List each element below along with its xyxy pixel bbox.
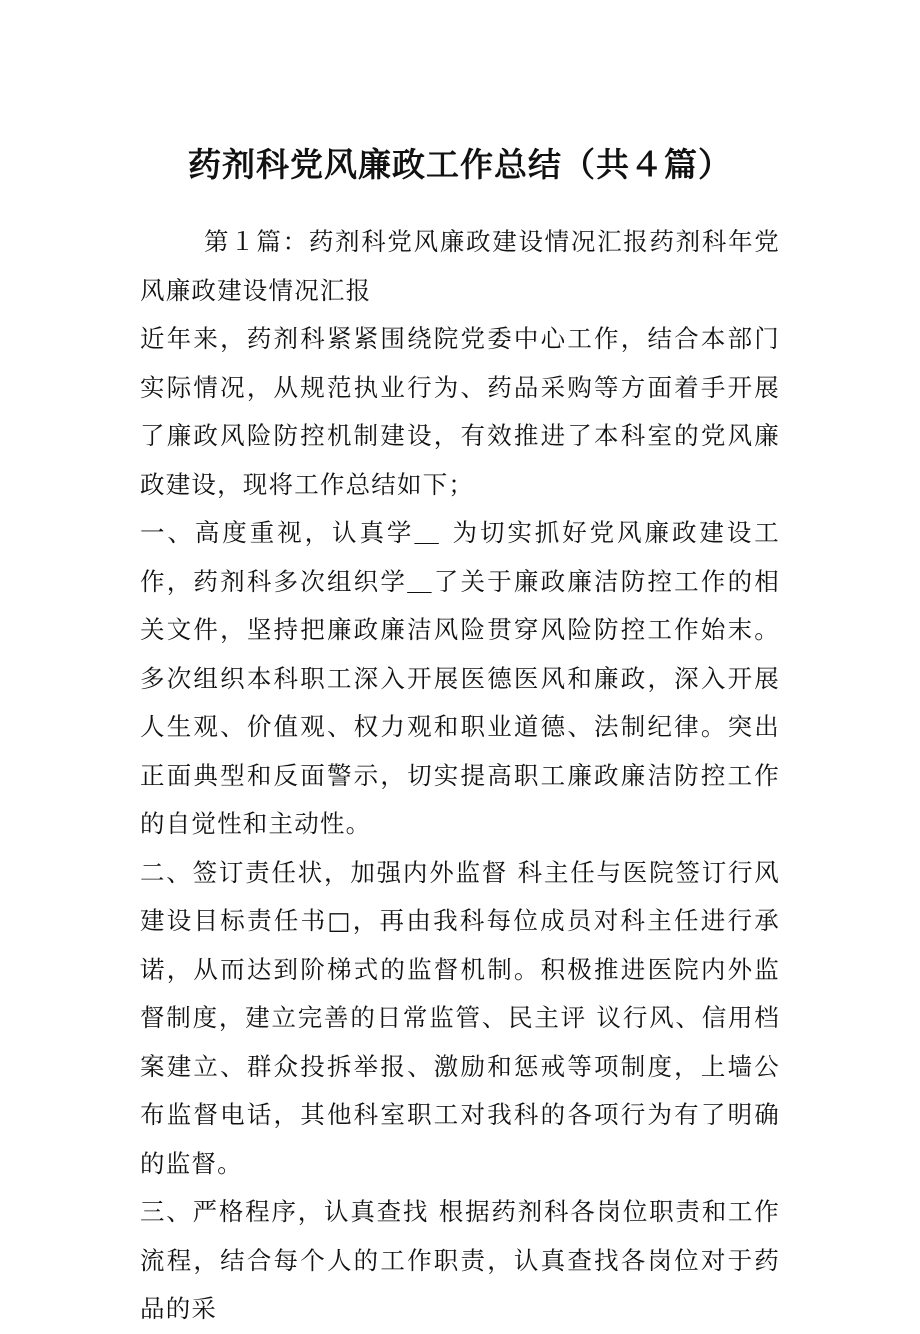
paragraph-heading: 第１篇：药剂科党风廉政建设情况汇报药剂科年党风廉政建设情况汇报 <box>140 227 780 305</box>
paragraph-section-2: 二、签订责任状，加强内外监督 科主任与医院签订行风建设目标责任书□，再由我科每位成员对科主任进行承诺，从而达到阶梯式的监督机制。积极推进医院内外监督制度，建立完善的日常监管、民主评 议行风、信用档案建立、群众投拆举报、激励和惩戒等项制度，上墙公布监督电话，其他科室职工对我科的各项行为有了明确的监督。 <box>140 857 780 1178</box>
paragraph-section-1: 一、高度重视，认真学＿ 为切实抓好党风廉政建设工作，药剂科多次组织学＿了关于廉政廉洁防控工作的相关文件，坚持把廉政廉洁风险贯穿风险防控工作始末。多次组织本科职工深入开展医德医风和廉政，深入开展人生观、价值观、权力观和职业道德、法制纪律。突出正面典型和反面警示，切实提高职工廉政廉洁防控工作的自觉性和主动性。 <box>140 518 780 838</box>
document-body <box>140 218 780 1334</box>
document-title: 药剂科党风廉政工作总结（共４篇） <box>188 145 732 184</box>
paragraph-section-3: 三、严格程序，认真查找 根据药剂科各岗位职责和工作流程，结合每个人的工作职责，认真查找各岗位对于药品的采 <box>140 1197 780 1323</box>
paragraph-intro: 近年来，药剂科紧紧围绕院党委中心工作，结合本部门实际情况，从规范执业行为、药品采购等方面着手开展了廉政风险防控机制建设，有效推进了本科室的党风廉政建设，现将工作总结如下； <box>140 324 780 499</box>
